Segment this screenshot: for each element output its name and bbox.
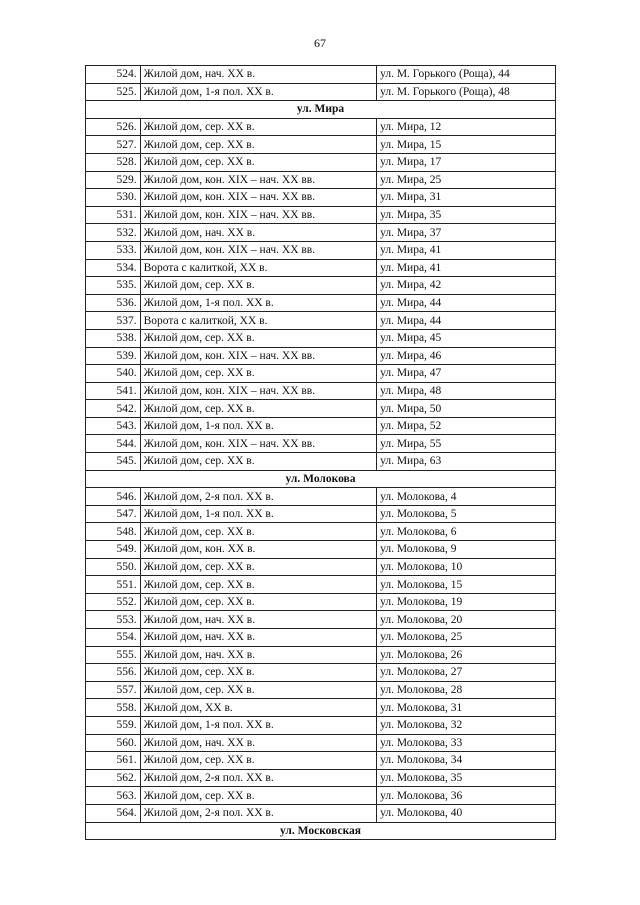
object-description: Жилой дом, нач. XX в. [140, 224, 377, 242]
object-description: Жилой дом, сер. XX в. [140, 329, 377, 347]
row-number: 558. [86, 699, 141, 717]
object-description: Жилой дом, сер. XX в. [140, 400, 377, 418]
table-row [86, 752, 556, 770]
table-row [86, 224, 556, 242]
object-description: Ворота с калиткой, XX в. [140, 259, 377, 277]
row-number: 555. [86, 646, 141, 664]
object-address: ул. Молокова, 9 [377, 541, 556, 559]
table-row [86, 611, 556, 629]
object-description: Жилой дом, сер. XX в. [140, 664, 377, 682]
row-number: 538. [86, 329, 141, 347]
table-row [86, 329, 556, 347]
object-description: Жилой дом, сер. XX в. [140, 136, 377, 154]
object-address: ул. Молокова, 19 [377, 593, 556, 611]
object-address: ул. Мира, 25 [377, 171, 556, 189]
object-description: Жилой дом, 1-я пол. XX в. [140, 505, 377, 523]
table-row [86, 206, 556, 224]
table-row [86, 576, 556, 594]
object-address: ул. Мира, 12 [377, 118, 556, 136]
table-row [86, 118, 556, 136]
object-description: Жилой дом, сер. XX в. [140, 576, 377, 594]
row-number: 550. [86, 558, 141, 576]
table-row [86, 593, 556, 611]
page-number: 67 [314, 36, 326, 50]
row-number: 552. [86, 593, 141, 611]
object-address: ул. Молокова, 28 [377, 681, 556, 699]
object-address: ул. Мира, 63 [377, 453, 556, 471]
object-address: ул. Мира, 50 [377, 400, 556, 418]
object-address: ул. М. Горького (Роща), 44 [377, 66, 556, 84]
row-number: 545. [86, 453, 141, 471]
object-address: ул. Молокова, 15 [377, 576, 556, 594]
object-address: ул. Мира, 55 [377, 435, 556, 453]
table-row [86, 312, 556, 330]
street-section-title: ул. Мира [86, 101, 556, 119]
object-description: Жилой дом, сер. XX в. [140, 523, 377, 541]
object-description: Жилой дом, кон. XIX – нач. XX вв. [140, 435, 377, 453]
object-description: Жилой дом, сер. XX в. [140, 752, 377, 770]
object-description: Жилой дом, кон. XIX – нач. XX вв. [140, 189, 377, 207]
heritage-registry-table [85, 65, 556, 840]
object-address: ул. Молокова, 25 [377, 629, 556, 647]
row-number: 530. [86, 189, 141, 207]
table-row [86, 558, 556, 576]
object-description: Жилой дом, нач. XX в. [140, 734, 377, 752]
object-description: Жилой дом, сер. XX в. [140, 787, 377, 805]
object-address: ул. Мира, 37 [377, 224, 556, 242]
table-row [86, 189, 556, 207]
object-description: Жилой дом, нач. XX в. [140, 611, 377, 629]
row-number: 546. [86, 488, 141, 506]
object-address: ул. Мира, 41 [377, 259, 556, 277]
table-row [86, 629, 556, 647]
object-description: Жилой дом, сер. XX в. [140, 153, 377, 171]
object-description: Жилой дом, сер. XX в. [140, 453, 377, 471]
table-row [86, 153, 556, 171]
table-row [86, 294, 556, 312]
table-row [86, 365, 556, 383]
object-description: Жилой дом, сер. XX в. [140, 558, 377, 576]
object-description: Жилой дом, кон. XIX – нач. XX вв. [140, 206, 377, 224]
row-number: 541. [86, 382, 141, 400]
object-description: Жилой дом, кон. XIX – нач. XX вв. [140, 241, 377, 259]
street-section-title: ул. Московская [86, 822, 556, 840]
table-row [86, 400, 556, 418]
object-address: ул. Молокова, 5 [377, 505, 556, 523]
object-description: Жилой дом, сер. XX в. [140, 593, 377, 611]
object-description: Жилой дом, 2-я пол. XX в. [140, 488, 377, 506]
row-number: 543. [86, 417, 141, 435]
row-number: 532. [86, 224, 141, 242]
object-description: Жилой дом, кон. XX в. [140, 541, 377, 559]
object-description: Жилой дом, сер. XX в. [140, 277, 377, 295]
object-address: ул. Молокова, 20 [377, 611, 556, 629]
table-row [86, 804, 556, 822]
object-address: ул. Молокова, 32 [377, 716, 556, 734]
row-number: 542. [86, 400, 141, 418]
row-number: 561. [86, 752, 141, 770]
table-row [86, 523, 556, 541]
object-address: ул. Мира, 17 [377, 153, 556, 171]
row-number: 535. [86, 277, 141, 295]
row-number: 547. [86, 505, 141, 523]
object-address: ул. Мира, 44 [377, 312, 556, 330]
object-address: ул. Молокова, 27 [377, 664, 556, 682]
object-description: Жилой дом, сер. XX в. [140, 681, 377, 699]
table-row [86, 241, 556, 259]
object-description: Жилой дом, 2-я пол. XX в. [140, 769, 377, 787]
object-description: Жилой дом, 1-я пол. XX в. [140, 716, 377, 734]
object-description: Жилой дом, кон. XIX – нач. XX вв. [140, 382, 377, 400]
section-header-row [86, 822, 556, 840]
object-address: ул. Молокова, 4 [377, 488, 556, 506]
object-description: Жилой дом, 2-я пол. XX в. [140, 804, 377, 822]
table-row [86, 453, 556, 471]
row-number: 533. [86, 241, 141, 259]
row-number: 528. [86, 153, 141, 171]
row-number: 536. [86, 294, 141, 312]
row-number: 549. [86, 541, 141, 559]
table-row [86, 681, 556, 699]
row-number: 559. [86, 716, 141, 734]
table-row [86, 435, 556, 453]
object-address: ул. Мира, 46 [377, 347, 556, 365]
object-description: Жилой дом, кон. XIX – нач. XX вв. [140, 347, 377, 365]
table-row [86, 66, 556, 84]
row-number: 540. [86, 365, 141, 383]
row-number: 557. [86, 681, 141, 699]
object-description: Жилой дом, кон. XIX – нач. XX вв. [140, 171, 377, 189]
object-description: Жилой дом, сер. XX в. [140, 118, 377, 136]
table-row [86, 787, 556, 805]
street-section-title: ул. Молокова [86, 470, 556, 488]
row-number: 562. [86, 769, 141, 787]
object-address: ул. Мира, 35 [377, 206, 556, 224]
object-address: ул. Мира, 15 [377, 136, 556, 154]
table-row [86, 505, 556, 523]
table-row [86, 646, 556, 664]
row-number: 556. [86, 664, 141, 682]
object-address: ул. Молокова, 35 [377, 769, 556, 787]
row-number: 544. [86, 435, 141, 453]
row-number: 527. [86, 136, 141, 154]
object-description: Жилой дом, XX в. [140, 699, 377, 717]
object-address: ул. Мира, 52 [377, 417, 556, 435]
object-address: ул. М. Горького (Роща), 48 [377, 83, 556, 101]
table-row [86, 83, 556, 101]
row-number: 560. [86, 734, 141, 752]
object-address: ул. Мира, 41 [377, 241, 556, 259]
row-number: 554. [86, 629, 141, 647]
object-address: ул. Мира, 42 [377, 277, 556, 295]
row-number: 524. [86, 66, 141, 84]
table-row [86, 488, 556, 506]
object-description: Жилой дом, 1-я пол. XX в. [140, 294, 377, 312]
object-description: Жилой дом, нач. XX в. [140, 66, 377, 84]
object-address: ул. Молокова, 10 [377, 558, 556, 576]
row-number: 529. [86, 171, 141, 189]
object-address: ул. Мира, 48 [377, 382, 556, 400]
object-address: ул. Молокова, 33 [377, 734, 556, 752]
object-address: ул. Молокова, 34 [377, 752, 556, 770]
row-number: 551. [86, 576, 141, 594]
object-description: Жилой дом, сер. XX в. [140, 365, 377, 383]
object-description: Жилой дом, нач. XX в. [140, 629, 377, 647]
table-row [86, 699, 556, 717]
row-number: 548. [86, 523, 141, 541]
section-header-row [86, 101, 556, 119]
registry-body [86, 66, 556, 840]
object-description: Жилой дом, нач. XX в. [140, 646, 377, 664]
table-row [86, 769, 556, 787]
row-number: 534. [86, 259, 141, 277]
table-row [86, 347, 556, 365]
table-row [86, 541, 556, 559]
row-number: 531. [86, 206, 141, 224]
object-address: ул. Молокова, 31 [377, 699, 556, 717]
table-row [86, 664, 556, 682]
object-address: ул. Молокова, 40 [377, 804, 556, 822]
table-row [86, 417, 556, 435]
row-number: 553. [86, 611, 141, 629]
object-address: ул. Мира, 47 [377, 365, 556, 383]
table-row [86, 259, 556, 277]
object-address: ул. Молокова, 6 [377, 523, 556, 541]
table-row [86, 734, 556, 752]
object-address: ул. Мира, 45 [377, 329, 556, 347]
table-row [86, 716, 556, 734]
row-number: 564. [86, 804, 141, 822]
object-address: ул. Молокова, 36 [377, 787, 556, 805]
object-description: Жилой дом, 1-я пол. XX в. [140, 417, 377, 435]
table-row [86, 171, 556, 189]
object-description: Ворота с калиткой, XX в. [140, 312, 377, 330]
row-number: 525. [86, 83, 141, 101]
row-number: 539. [86, 347, 141, 365]
row-number: 537. [86, 312, 141, 330]
object-address: ул. Молокова, 26 [377, 646, 556, 664]
object-address: ул. Мира, 31 [377, 189, 556, 207]
row-number: 526. [86, 118, 141, 136]
object-address: ул. Мира, 44 [377, 294, 556, 312]
section-header-row [86, 470, 556, 488]
table-row [86, 136, 556, 154]
row-number: 563. [86, 787, 141, 805]
table-row [86, 277, 556, 295]
object-description: Жилой дом, 1-я пол. XX в. [140, 83, 377, 101]
table-row [86, 382, 556, 400]
